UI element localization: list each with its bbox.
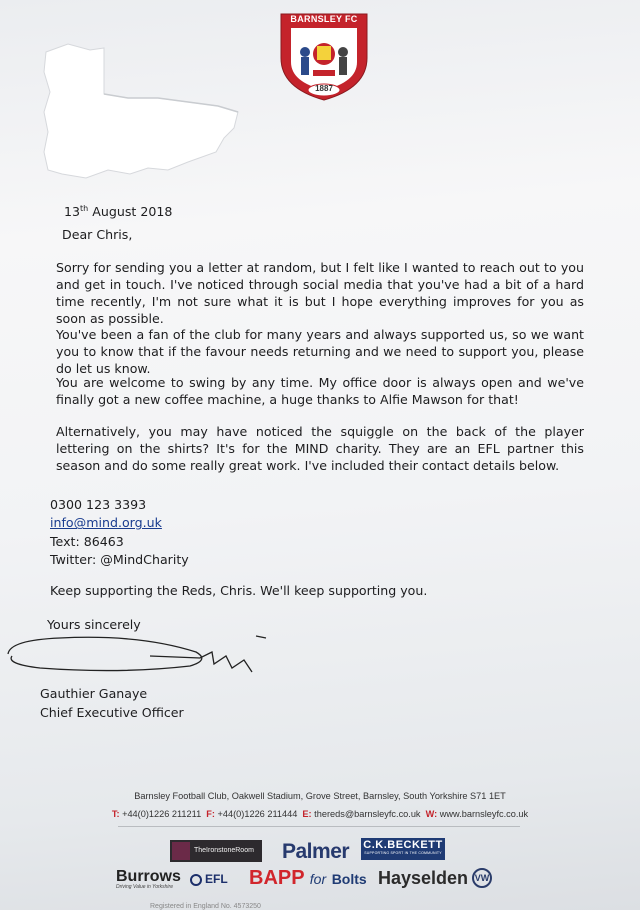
charity-phone: 0300 123 3393 (50, 497, 147, 512)
charity-contact-block (50, 496, 189, 570)
sign-off: Yours sincerely (47, 617, 141, 632)
football-icon (190, 874, 202, 886)
sponsor-ck-beckett-logo: C.K.BECKETT SUPPORTING SPORT IN THE COMMUNITY (361, 838, 445, 860)
crest-founded-year: 1887 (315, 84, 333, 93)
footer-contact-line: T: +44(0)1226 211211 F: +44(0)1226 211444 E: thereds@barnsleyfc.co.uk W: www.barnsleyfc.co.uk (111, 809, 529, 819)
house-icon (172, 842, 190, 860)
letter-date: 13th August 2018 (64, 204, 173, 220)
paragraph-4: Alternatively, you may have noticed the squiggle on the back of the player lettering on the shirts? It's for the MIND charity. They are an EFL partner this season and do some really great work. I've included their contact details below. (56, 424, 584, 473)
sponsor-bapp-logo: BAPP for Bolts (249, 867, 367, 889)
charity-text-number: Text: 86463 (50, 533, 124, 549)
footer-divider (118, 826, 520, 827)
crest-club-name: BARNSLEY FC (290, 14, 358, 24)
footer-email: thereds@barnsleyfc.co.uk (314, 809, 421, 819)
footer-address: Barnsley Football Club, Oakwell Stadium, Grove Street, Barnsley, South Yorkshire S71 1ET (134, 791, 506, 801)
paragraph-3: You are welcome to swing by any time. My office door is always open and we've finally got a new coffee machine, a huge thanks to Alfie Mawson for that! (56, 375, 584, 407)
signer-block (40, 684, 184, 722)
charity-email-link[interactable]: info@mind.org.uk (50, 515, 162, 531)
footer-website: www.barnsleyfc.co.uk (439, 809, 529, 819)
signer-title: Chief Executive Officer (40, 705, 184, 720)
paragraph-1: Sorry for sending you a letter at random, but I felt like I wanted to reach out to you and get in touch. I've noticed through social media that you've had a bit of a hard time recently, I'm not sure what it is but I hope everything improves for you as soon as possible. (56, 260, 584, 326)
closing-line: Keep supporting the Reds, Chris. We'll keep supporting you. (50, 583, 428, 598)
sponsor-palmer-logo: Palmer (282, 840, 350, 863)
sponsor-efl-logo: EFL (190, 872, 228, 886)
sponsor-ironstone-room-logo: TheIronstoneRoom (170, 840, 262, 862)
sponsor-hayselden-logo: Hayselden (378, 868, 469, 888)
paragraph-2: You've been a fan of the club for many years and always supported us, so we want you to know that if the favour needs returning and we need to support you, please do let us know. (56, 327, 584, 376)
handwritten-signature (0, 626, 280, 682)
footer-registration-cutoff: Registered in England No. 4573250 (150, 903, 261, 910)
vw-badge-icon: VW (472, 868, 492, 888)
torn-paper-patch (38, 42, 243, 182)
sponsor-burrows-logo: Burrows Driving Value in Yorkshire (116, 868, 181, 890)
salutation: Dear Chris, (62, 227, 133, 242)
charity-twitter: Twitter: @MindCharity (50, 552, 189, 568)
signer-name: Gauthier Ganaye (40, 686, 148, 701)
